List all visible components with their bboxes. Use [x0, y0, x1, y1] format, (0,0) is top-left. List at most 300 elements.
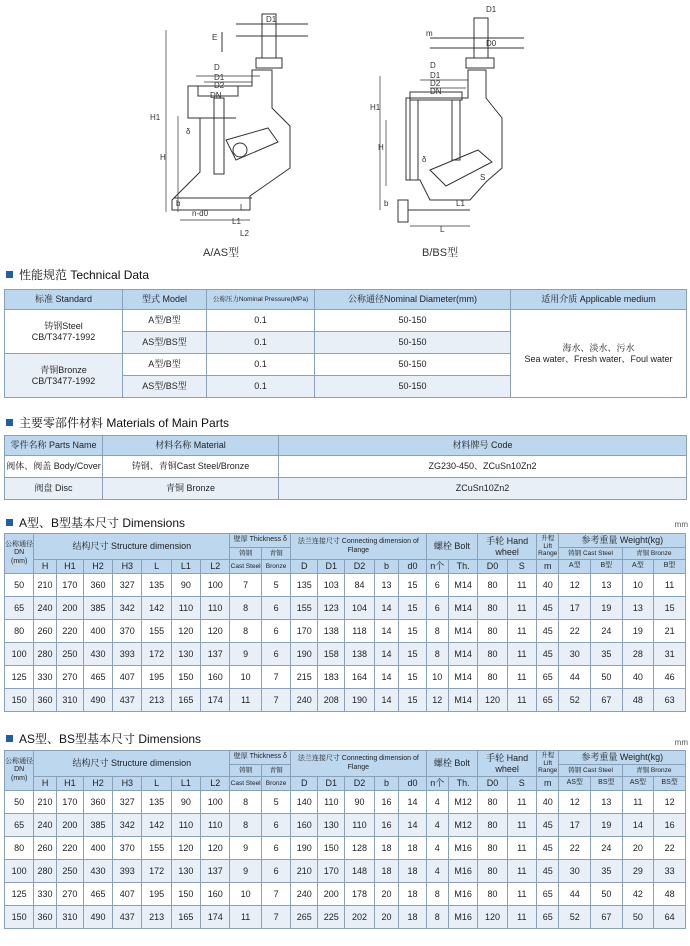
table-cell: 50-150	[315, 310, 511, 332]
table-cell: 240	[34, 814, 57, 837]
table-cell: 135	[142, 574, 171, 597]
table-header: 铸钢	[230, 548, 262, 560]
table-header: 铸钢 Cast Steel	[559, 548, 622, 560]
dim-label: D	[214, 63, 220, 72]
table-cell: AS型/BS型	[123, 376, 207, 398]
table-cell: 80	[5, 837, 34, 860]
table-cell: 8	[426, 906, 449, 929]
section-title-technical	[6, 266, 149, 283]
table-cell: 铸钢、青铜Cast Steel/Bronze	[103, 456, 279, 478]
section-marker-icon	[6, 419, 13, 426]
table-row	[5, 906, 686, 929]
table-header: L1	[171, 560, 200, 574]
table-cell: 44	[559, 666, 591, 689]
table-cell: 118	[345, 620, 374, 643]
table-header: BS型	[591, 777, 623, 791]
table-cell: 0.1	[207, 376, 315, 398]
table-header: 结构尺寸 Structure dimension	[34, 534, 230, 560]
table-header: H	[34, 560, 57, 574]
valve-technical-drawing	[0, 0, 690, 262]
table-cell: 148	[345, 860, 374, 883]
table-cell: 110	[201, 814, 230, 837]
table-cell: 195	[142, 666, 171, 689]
table-header: L	[142, 777, 171, 791]
table-cell: 210	[34, 791, 57, 814]
table-cell: 6	[426, 597, 449, 620]
dim-label: b	[384, 199, 389, 208]
table-cell: M16	[449, 883, 478, 906]
table-cell: 10	[426, 666, 449, 689]
table-cell: 240	[291, 689, 318, 712]
section-title-text: 主要零部件材料 Materials of Main Parts	[19, 416, 230, 430]
table-header: 结构尺寸 Structure dimension	[34, 751, 230, 777]
table-cell: 80	[478, 597, 507, 620]
table-cell: 100	[201, 791, 230, 814]
table-cell: 125	[5, 883, 34, 906]
table-cell: 11	[654, 574, 686, 597]
dim-label: DN	[210, 91, 222, 100]
table-cell: 407	[113, 883, 142, 906]
table-cell: 160	[201, 666, 230, 689]
table-cell: 125	[5, 666, 34, 689]
table-header: 标准 Standard	[5, 290, 123, 310]
table-header: b	[374, 560, 399, 574]
table-header: H2	[83, 560, 112, 574]
table-cell: 90	[345, 791, 374, 814]
table-header: 公称通径 DN (mm)	[5, 751, 34, 791]
section-marker-icon	[6, 735, 13, 742]
table-header: L2	[201, 777, 230, 791]
table-header: 青铜	[261, 548, 290, 560]
table-cell: 19	[591, 814, 623, 837]
table-cell: 0.1	[207, 354, 315, 376]
table-header: 壁厚 Thickness δ	[230, 751, 291, 765]
dim-label: H	[378, 143, 384, 152]
table-cell: 104	[345, 597, 374, 620]
table-cell: 240	[291, 883, 318, 906]
table-header: 铸钢	[230, 765, 262, 777]
table-cell: 11	[507, 814, 536, 837]
table-cell: 155	[291, 597, 318, 620]
table-cell: 18	[399, 906, 426, 929]
table-cell: 63	[654, 689, 686, 712]
table-cell: 16	[374, 791, 399, 814]
table-header: BS型	[654, 777, 686, 791]
table-cell: 213	[142, 906, 171, 929]
table-cell: 183	[318, 666, 345, 689]
table-cell: 202	[345, 906, 374, 929]
table-cell: 465	[83, 883, 112, 906]
table-cell: 18	[399, 883, 426, 906]
table-cell: 360	[83, 574, 112, 597]
table-header: 壁厚 Thickness δ	[230, 534, 291, 548]
table-cell: 190	[291, 643, 318, 666]
table-cell: 50-150	[315, 354, 511, 376]
table-cell: 130	[318, 814, 345, 837]
section-marker-icon	[6, 519, 13, 526]
table-cell: 120	[171, 620, 200, 643]
table-cell: 50-150	[315, 332, 511, 354]
table-header: 公称通径 DN (mm)	[5, 534, 34, 574]
table-cell: 6	[261, 837, 290, 860]
table-header: D0	[478, 560, 507, 574]
table-cell: 65	[536, 906, 559, 929]
table-cell: 100	[5, 860, 34, 883]
table-cell: 164	[345, 666, 374, 689]
table-cell: 155	[142, 620, 171, 643]
table-cell: 19	[591, 597, 623, 620]
valve-a-drawing	[166, 14, 308, 220]
dim-label: L2	[240, 229, 249, 238]
table-cell: 103	[318, 574, 345, 597]
table-cell: 138	[318, 620, 345, 643]
table-cell: 250	[56, 860, 83, 883]
table-cell: 17	[559, 814, 591, 837]
table-cell: 80	[478, 643, 507, 666]
table-cell: 16	[374, 814, 399, 837]
table-cell: 14	[622, 814, 654, 837]
dim-label: H	[160, 153, 166, 162]
table-header: m	[536, 777, 559, 791]
table-cell: 9	[230, 837, 262, 860]
table-cell: 52	[559, 689, 591, 712]
table-cell: 11	[507, 906, 536, 929]
table-header: D0	[478, 777, 507, 791]
table-cell: 11	[230, 689, 262, 712]
table-cell: 407	[113, 666, 142, 689]
table-cell: 327	[113, 574, 142, 597]
table-cell: 4	[426, 791, 449, 814]
table-cell: 50	[5, 574, 34, 597]
table-cell: ZCuSn10Zn2	[279, 478, 687, 500]
table-cell: 21	[654, 620, 686, 643]
table-cell: 120	[478, 689, 507, 712]
table-cell: 220	[56, 620, 83, 643]
table-cell: 90	[171, 574, 200, 597]
table-cell: 14	[374, 597, 399, 620]
table-cell: 120	[171, 837, 200, 860]
table-header: b	[374, 777, 399, 791]
table-cell: 48	[654, 883, 686, 906]
table-cell: 50	[591, 883, 623, 906]
table-header: H1	[56, 777, 83, 791]
table-header: L2	[201, 560, 230, 574]
table-header: 适用介质 Applicable medium	[511, 290, 687, 310]
table-cell: 123	[318, 597, 345, 620]
table-cell: 5	[261, 791, 290, 814]
table-row	[5, 883, 686, 906]
figure-caption-b: B/BS型	[422, 247, 459, 259]
table-cell: 30	[559, 860, 591, 883]
table-row	[5, 814, 686, 837]
table-header: L1	[171, 777, 200, 791]
valve-drawings	[0, 0, 690, 262]
table-cell: M14	[449, 574, 478, 597]
table-cell: 6	[261, 620, 290, 643]
table-header: Th.	[449, 777, 478, 791]
table-cell: 12	[559, 791, 591, 814]
table-cell: 17	[559, 597, 591, 620]
section-title-text: A型、B型基本尺寸 Dimensions	[19, 516, 186, 530]
table-header: 升程 Lift Range	[536, 751, 559, 777]
table-cell: 11	[230, 906, 262, 929]
table-cell: 270	[56, 883, 83, 906]
table-cell: 40	[536, 791, 559, 814]
dim-label: DN	[430, 87, 442, 96]
table-cell: 465	[83, 666, 112, 689]
table-header: H1	[56, 560, 83, 574]
table-cell: 330	[34, 883, 57, 906]
table-header: B型	[591, 560, 623, 574]
table-cell: 490	[83, 689, 112, 712]
dim-label: D1	[430, 71, 441, 80]
table-cell: 15	[654, 597, 686, 620]
table-cell: 8	[426, 620, 449, 643]
table-header: 青铜 Bronze	[622, 548, 685, 560]
table-cell: 65	[536, 666, 559, 689]
table-header: m	[536, 560, 559, 574]
table-cell: 165	[171, 689, 200, 712]
table-cell: 215	[291, 666, 318, 689]
table-cell: 15	[399, 574, 426, 597]
table-cell: 65	[5, 814, 34, 837]
table-cell: 225	[318, 906, 345, 929]
table-cell: 155	[142, 837, 171, 860]
table-cell: 11	[507, 643, 536, 666]
table-cell: 100	[201, 574, 230, 597]
table-header: Th.	[449, 560, 478, 574]
table-cell: 280	[34, 643, 57, 666]
table-cell: 12	[426, 689, 449, 712]
table-cell: 52	[559, 906, 591, 929]
table-header: 参考重量 Weight(kg)	[559, 534, 686, 548]
table-cell: 40	[536, 574, 559, 597]
table-cell: 15	[399, 620, 426, 643]
table-cell: 8	[230, 597, 262, 620]
table-cell: 200	[56, 597, 83, 620]
table-cell: 8	[426, 883, 449, 906]
table-cell: 90	[171, 791, 200, 814]
table-header: H	[34, 777, 57, 791]
dim-label: D1	[214, 73, 225, 82]
section-marker-icon	[6, 271, 13, 278]
table-cell: 33	[654, 860, 686, 883]
table-row	[5, 791, 686, 814]
table-row	[5, 597, 686, 620]
table-cell: 393	[113, 860, 142, 883]
table-cell: 200	[318, 883, 345, 906]
table-cell: 165	[171, 906, 200, 929]
table-cell: 128	[345, 837, 374, 860]
table-row	[5, 689, 686, 712]
table-cell: 310	[56, 906, 83, 929]
table-cell: 20	[374, 883, 399, 906]
table-cell: 42	[622, 883, 654, 906]
table-cell: 14	[399, 814, 426, 837]
table-cell: 18	[374, 860, 399, 883]
table-cell: 437	[113, 689, 142, 712]
table-header: H3	[113, 560, 142, 574]
table-header: 法兰连接尺寸 Connecting dimension of Flange	[291, 534, 426, 560]
table-cell: M16	[449, 837, 478, 860]
table-cell: 5	[261, 574, 290, 597]
table-cell: 360	[34, 689, 57, 712]
table-header: 材料牌号 Code	[279, 436, 687, 456]
table-cell: 8	[230, 791, 262, 814]
table-cell: 370	[113, 620, 142, 643]
table-cell: 385	[83, 814, 112, 837]
unit-label: mm	[674, 738, 688, 747]
table-cell: 14	[399, 791, 426, 814]
table-header: A型	[559, 560, 591, 574]
table-cell: 45	[536, 814, 559, 837]
dim-label: n-d0	[192, 209, 209, 218]
dim-label: m	[426, 29, 433, 38]
dim-label: E	[212, 33, 218, 42]
dim-label: S	[480, 173, 486, 182]
table-cell: A型/B型	[123, 310, 207, 332]
table-cell: 18	[399, 860, 426, 883]
table-header: Bronze	[261, 777, 290, 791]
table-cell: 137	[201, 643, 230, 666]
table-cell: 45	[536, 643, 559, 666]
table-cell: 18	[374, 837, 399, 860]
table-cell: 158	[318, 643, 345, 666]
table-cell: 15	[399, 666, 426, 689]
table-row	[5, 837, 686, 860]
table-header: S	[507, 777, 536, 791]
table-cell: 213	[142, 689, 171, 712]
table-cell: ZG230-450、ZCuSn10Zn2	[279, 456, 687, 478]
table-cell: 30	[559, 643, 591, 666]
table-cell: M12	[449, 791, 478, 814]
table-header: Cast Steel	[230, 560, 262, 574]
table-cell: 170	[56, 574, 83, 597]
table-cell: 130	[171, 860, 200, 883]
materials-table	[4, 435, 687, 500]
table-cell: 9	[230, 643, 262, 666]
table-header: Cast Steel	[230, 777, 262, 791]
table-cell: 210	[291, 860, 318, 883]
table-cell: 160	[291, 814, 318, 837]
table-header: 材料名称 Material	[103, 436, 279, 456]
table-cell: 280	[34, 860, 57, 883]
table-cell: 14	[374, 620, 399, 643]
table-cell: 46	[654, 666, 686, 689]
table-header: d0	[399, 560, 426, 574]
table-cell: M14	[449, 620, 478, 643]
table-cell: 170	[318, 860, 345, 883]
table-cell: 64	[654, 906, 686, 929]
table-cell: 13	[622, 597, 654, 620]
table-cell: 142	[142, 814, 171, 837]
table-header: L	[142, 560, 171, 574]
table-header: 手轮 Hand wheel	[478, 534, 537, 560]
table-cell: 48	[622, 689, 654, 712]
dim-label: D2	[214, 81, 225, 90]
section-title-materials	[6, 414, 229, 431]
table-cell: 80	[478, 620, 507, 643]
table-cell: 430	[83, 860, 112, 883]
table-cell: M14	[449, 643, 478, 666]
table-row	[5, 643, 686, 666]
table-cell: 10	[230, 666, 262, 689]
table-cell: 67	[591, 689, 623, 712]
table-cell: 13	[591, 791, 623, 814]
table-cell: 65	[5, 597, 34, 620]
table-cell: M14	[449, 689, 478, 712]
table-cell: 4	[426, 814, 449, 837]
table-header: 青铜	[261, 765, 290, 777]
table-cell: A型/B型	[123, 354, 207, 376]
table-cell: 250	[56, 643, 83, 666]
table-cell: 400	[83, 620, 112, 643]
table-cell: 80	[5, 620, 34, 643]
table-header: 手轮 Hand wheel	[478, 751, 537, 777]
table-header: 公称通径Nominal Diameter(mm)	[315, 290, 511, 310]
table-cell: 0.1	[207, 310, 315, 332]
table-header: n个	[426, 777, 449, 791]
table-cell: 6	[261, 860, 290, 883]
table-cell: 22	[559, 620, 591, 643]
table-cell: 208	[318, 689, 345, 712]
table-cell: 6	[426, 574, 449, 597]
table-cell: 190	[291, 837, 318, 860]
table-cell: 437	[113, 906, 142, 929]
table-cell: 110	[345, 814, 374, 837]
table-cell: 11	[507, 791, 536, 814]
table-cell: 11	[507, 666, 536, 689]
table-cell: M16	[449, 906, 478, 929]
dimensions-ab-table	[4, 533, 686, 712]
table-cell: 20	[374, 906, 399, 929]
table-cell: 150	[5, 689, 34, 712]
table-header: D1	[318, 777, 345, 791]
table-cell: 385	[83, 597, 112, 620]
section-title-dims-asbs	[6, 730, 201, 747]
table-cell: 8	[426, 643, 449, 666]
table-header: d0	[399, 777, 426, 791]
table-cell: 50	[591, 666, 623, 689]
table-cell: 360	[34, 906, 57, 929]
dim-label: D	[430, 61, 436, 70]
table-cell: 190	[345, 689, 374, 712]
table-cell: 6	[261, 643, 290, 666]
table-cell: 240	[34, 597, 57, 620]
table-header: H2	[83, 777, 112, 791]
table-cell: 65	[536, 689, 559, 712]
table-cell: M16	[449, 860, 478, 883]
table-cell: 150	[171, 883, 200, 906]
figure-caption-a: A/AS型	[203, 247, 240, 259]
table-cell: 110	[171, 597, 200, 620]
table-row	[5, 860, 686, 883]
dim-label: H1	[370, 103, 381, 112]
table-cell: 80	[478, 883, 507, 906]
table-row	[5, 666, 686, 689]
table-cell: 7	[261, 666, 290, 689]
table-header: 螺栓 Bolt	[426, 751, 478, 777]
table-header: A型	[622, 560, 654, 574]
table-cell: 12	[654, 791, 686, 814]
table-header: 公称压力Nominal Pressure(MPa)	[207, 290, 315, 310]
dim-label: L	[240, 203, 245, 212]
table-cell: 120	[201, 620, 230, 643]
dim-label: L1	[456, 199, 465, 208]
unit-label: mm	[674, 520, 688, 529]
table-cell: 7	[261, 906, 290, 929]
table-cell: 11	[507, 620, 536, 643]
